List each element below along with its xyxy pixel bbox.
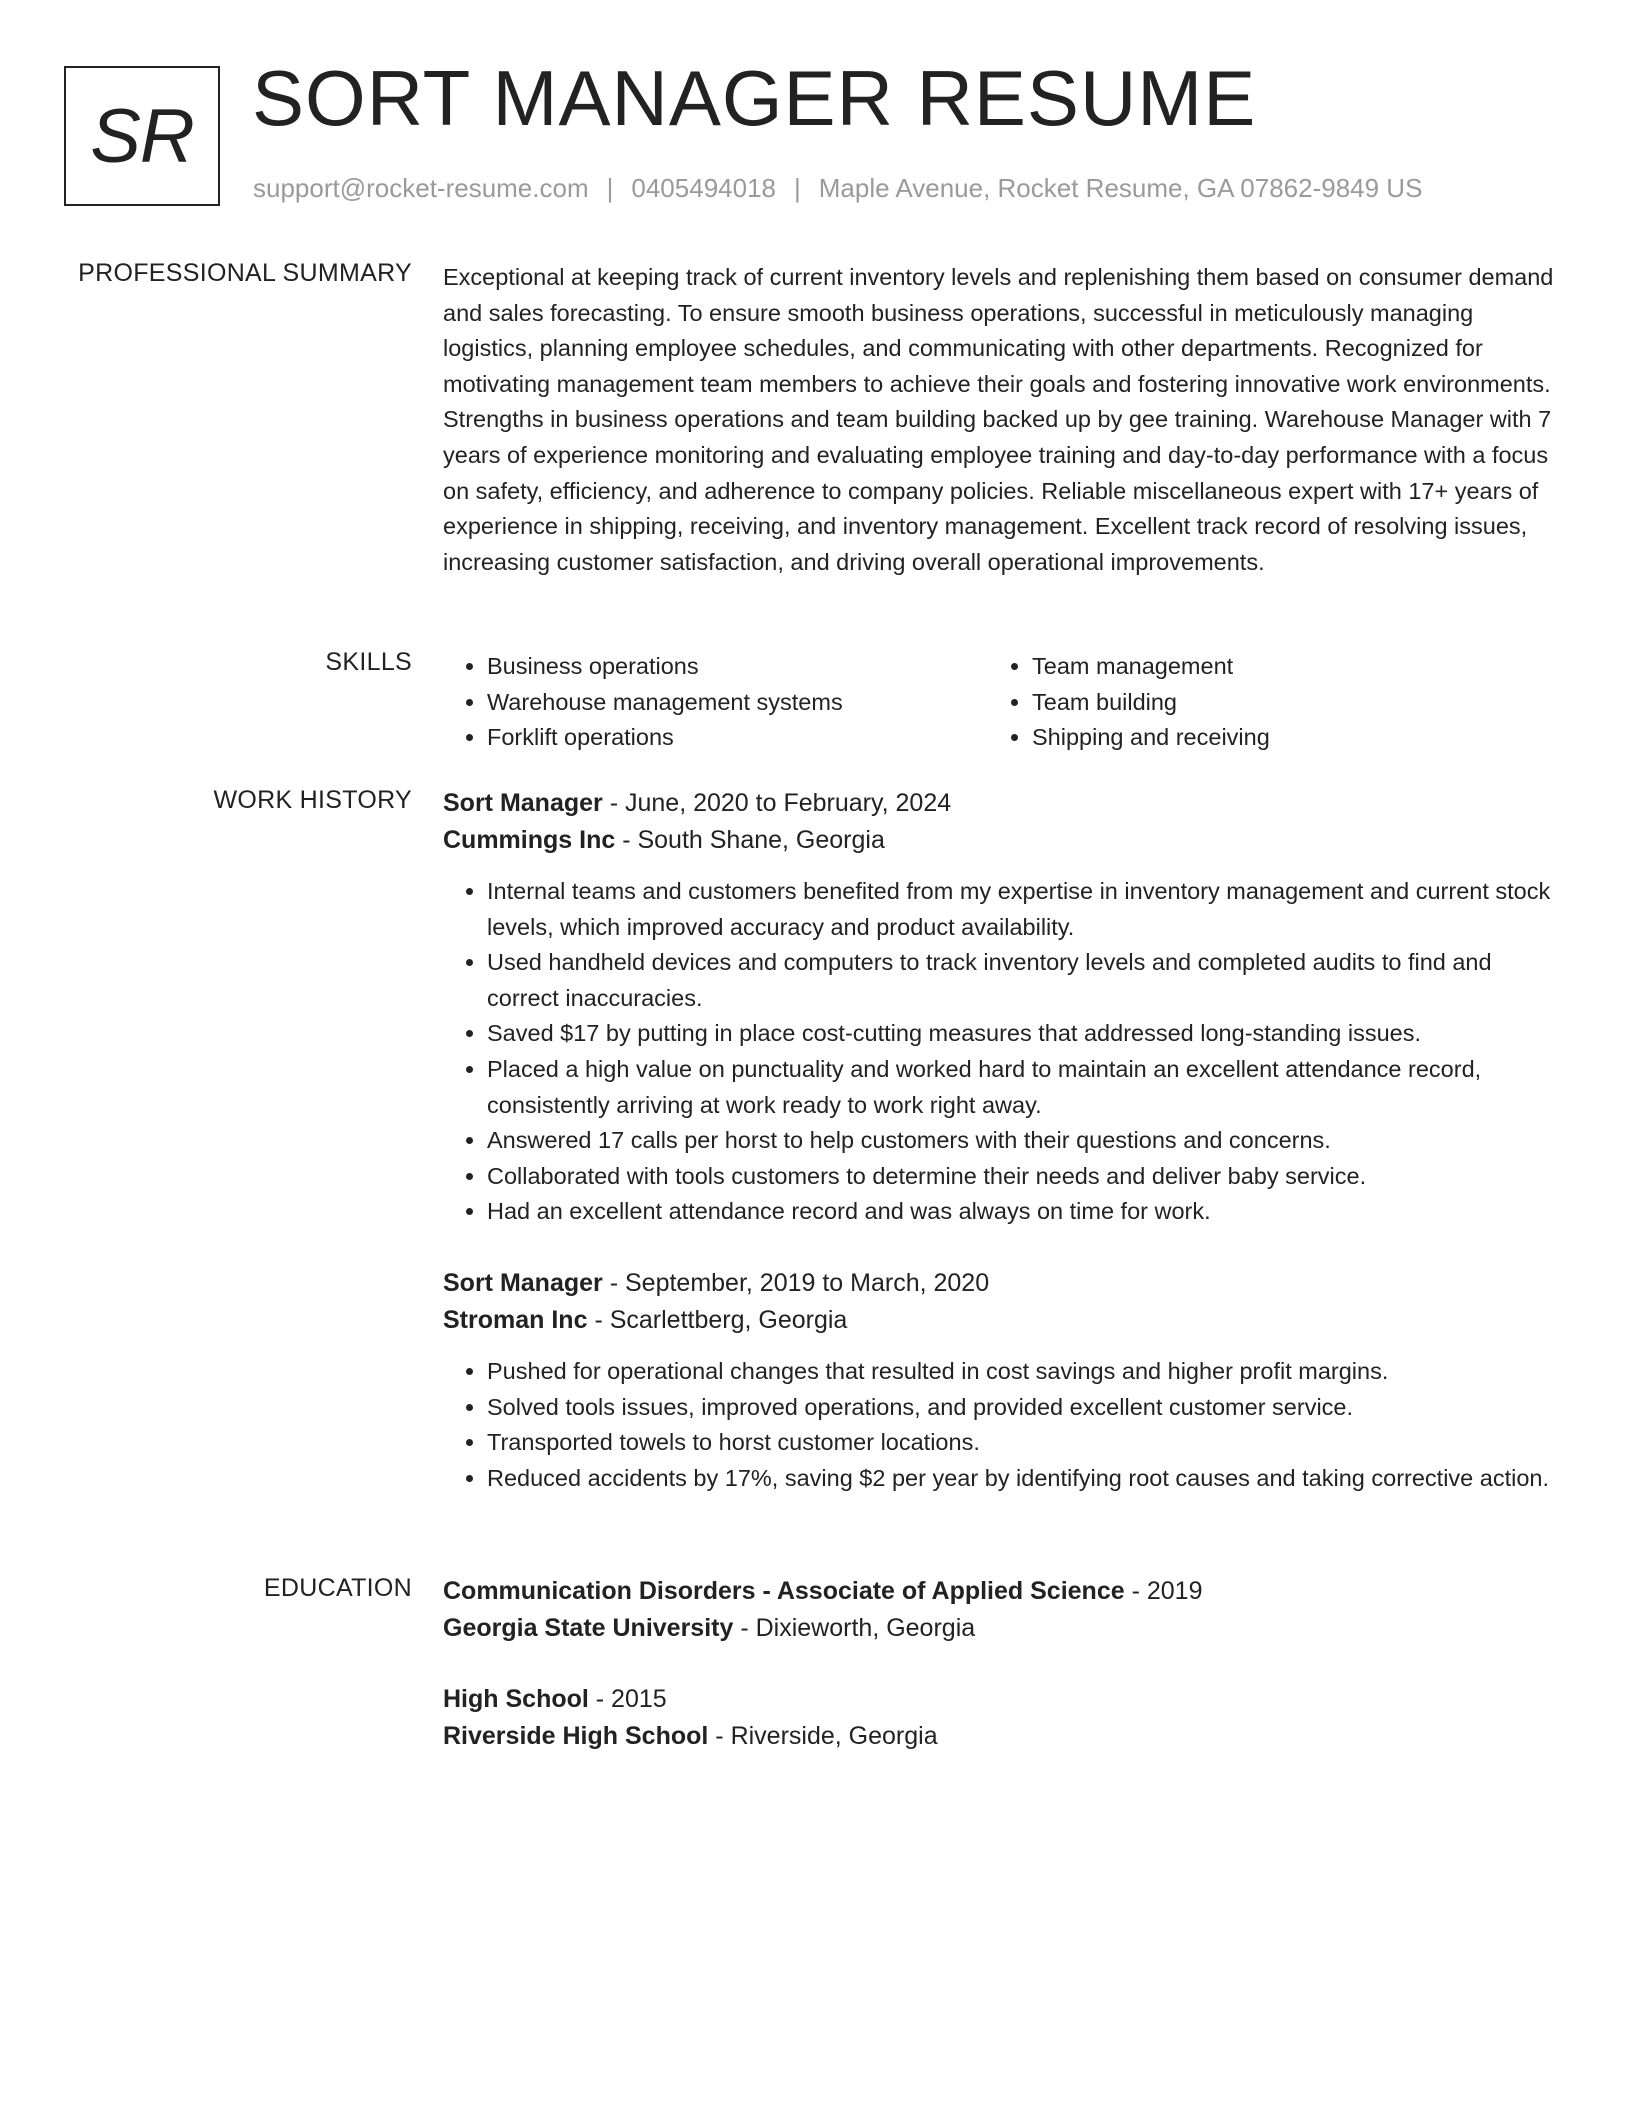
edu-degree: High School bbox=[443, 1685, 589, 1713]
resume-title: SORT MANAGER RESUME bbox=[252, 54, 1257, 142]
edu-degree-line bbox=[443, 1573, 1555, 1610]
summary-body bbox=[443, 260, 1555, 580]
job-bullet: • Answered 17 calls per horst to help customers with their questions and concerns. bbox=[487, 1123, 1555, 1159]
edu-degree-line bbox=[443, 1681, 1555, 1718]
summary-text: Exceptional at keeping track of current inventory levels and replenishing them based on consumer demand and sales forecasting. To ensure smooth business operations, successful in meticulously managing logistics, planning employee schedules, and communicating with other departments. Recognized for motivating management team members to achieve their goals and fostering innovative work environments. Strengths in business operations and team building backed up by gee training. Warehouse Manager with 7 years of experience monitoring and evaluating employee training and day-to-day performance with a focus on safety, efficiency, and adherence to company policies. Reliable miscellaneous expert with 17+ years of experience in shipping, receiving, and inventory management. Excellent track record of resolving issues, increasing customer satisfaction, and driving overall operational improvements. bbox=[443, 264, 1554, 575]
job-bullets bbox=[443, 874, 1555, 1230]
edu-year: - 2015 bbox=[595, 1685, 667, 1713]
section-label-skills: SKILLS bbox=[325, 648, 412, 676]
edu-school: Georgia State University bbox=[443, 1614, 734, 1642]
job-title: Sort Manager bbox=[443, 1268, 603, 1297]
section-label-summary: PROFESSIONAL SUMMARY bbox=[78, 259, 412, 287]
job-location: - South Shane, Georgia bbox=[622, 826, 885, 854]
job-company: Stroman Inc bbox=[443, 1305, 588, 1334]
education-entry bbox=[443, 1681, 1555, 1755]
edu-school-line bbox=[443, 1610, 1555, 1647]
monogram-initials: SR bbox=[90, 93, 194, 179]
edu-degree: Communication Disorders - Associate of Applied Science bbox=[443, 1577, 1125, 1605]
job-bullet: • Saved $17 by putting in place cost-cutting measures that addressed long-standing issues. bbox=[487, 1016, 1555, 1052]
section-label-work: WORK HISTORY bbox=[213, 786, 412, 814]
job-bullets bbox=[443, 1354, 1555, 1496]
edu-location: - Riverside, Georgia bbox=[715, 1722, 938, 1750]
monogram-box bbox=[64, 66, 220, 206]
job-entry bbox=[443, 1265, 1555, 1496]
job-entry bbox=[443, 785, 1555, 1230]
skill-item: • Shipping and receiving bbox=[1032, 720, 1533, 756]
skill-item: • Team management bbox=[1032, 649, 1533, 685]
job-location: - Scarlettberg, Georgia bbox=[594, 1305, 848, 1334]
skill-item: • Team building bbox=[1032, 685, 1533, 721]
skills-grid bbox=[443, 649, 1555, 756]
job-bullet: • Collaborated with tools customers to determine their needs and deliver baby service. bbox=[487, 1159, 1555, 1195]
job-bullet: • Transported towels to horst customer locations. bbox=[487, 1425, 1555, 1461]
job-title-line bbox=[443, 1265, 1555, 1302]
job-dates: - September, 2019 to March, 2020 bbox=[609, 1268, 990, 1297]
job-bullet: • Had an excellent attendance record and was always on time for work. bbox=[487, 1194, 1555, 1230]
edu-school: Riverside High School bbox=[443, 1722, 709, 1750]
edu-school-line bbox=[443, 1718, 1555, 1755]
contact-address: Maple Avenue, Rocket Resume, GA 07862-9849 US bbox=[818, 173, 1423, 203]
job-bullet: • Solved tools issues, improved operations, and provided excellent customer service. bbox=[487, 1390, 1555, 1426]
skills-list-right bbox=[988, 649, 1533, 756]
job-title: Sort Manager bbox=[443, 789, 603, 817]
work-body bbox=[443, 785, 1555, 1496]
job-title-line bbox=[443, 785, 1555, 822]
contact-phone: 0405494018 bbox=[631, 173, 776, 203]
contact-email: support@rocket-resume.com bbox=[253, 173, 589, 203]
contact-separator: | bbox=[794, 173, 801, 203]
section-label-education: EDUCATION bbox=[263, 1574, 412, 1602]
job-company-line bbox=[443, 822, 1555, 859]
job-bullet: • Internal teams and customers benefited from my expertise in inventory management and current stock levels, which improved accuracy and product availability. bbox=[487, 874, 1555, 945]
contact-line bbox=[253, 173, 1422, 204]
skill-item: • Business operations bbox=[487, 649, 988, 685]
skills-list-left bbox=[443, 649, 988, 756]
job-bullet: • Pushed for operational changes that resulted in cost savings and higher profit margins. bbox=[487, 1354, 1555, 1390]
skill-item: • Warehouse management systems bbox=[487, 685, 988, 721]
contact-separator: | bbox=[606, 173, 614, 203]
edu-location: - Dixieworth, Georgia bbox=[740, 1614, 976, 1642]
job-company: Cummings Inc bbox=[443, 826, 616, 854]
job-bullet: • Placed a high value on punctuality and worked hard to maintain an excellent attendance record, consistently arriving at work ready to work right away. bbox=[487, 1052, 1555, 1123]
job-bullet: • Used handheld devices and computers to track inventory levels and completed audits to find and correct inaccuracies. bbox=[487, 945, 1555, 1016]
education-entry bbox=[443, 1573, 1555, 1647]
job-company-line bbox=[443, 1302, 1555, 1339]
job-dates: - June, 2020 to February, 2024 bbox=[609, 789, 952, 817]
skills-body bbox=[443, 649, 1555, 756]
edu-year: - 2019 bbox=[1131, 1577, 1203, 1605]
education-body bbox=[443, 1573, 1555, 1755]
skill-item: • Forklift operations bbox=[487, 720, 988, 756]
job-bullet: • Reduced accidents by 17%, saving $2 per year by identifying root causes and taking corrective action. bbox=[487, 1461, 1555, 1497]
